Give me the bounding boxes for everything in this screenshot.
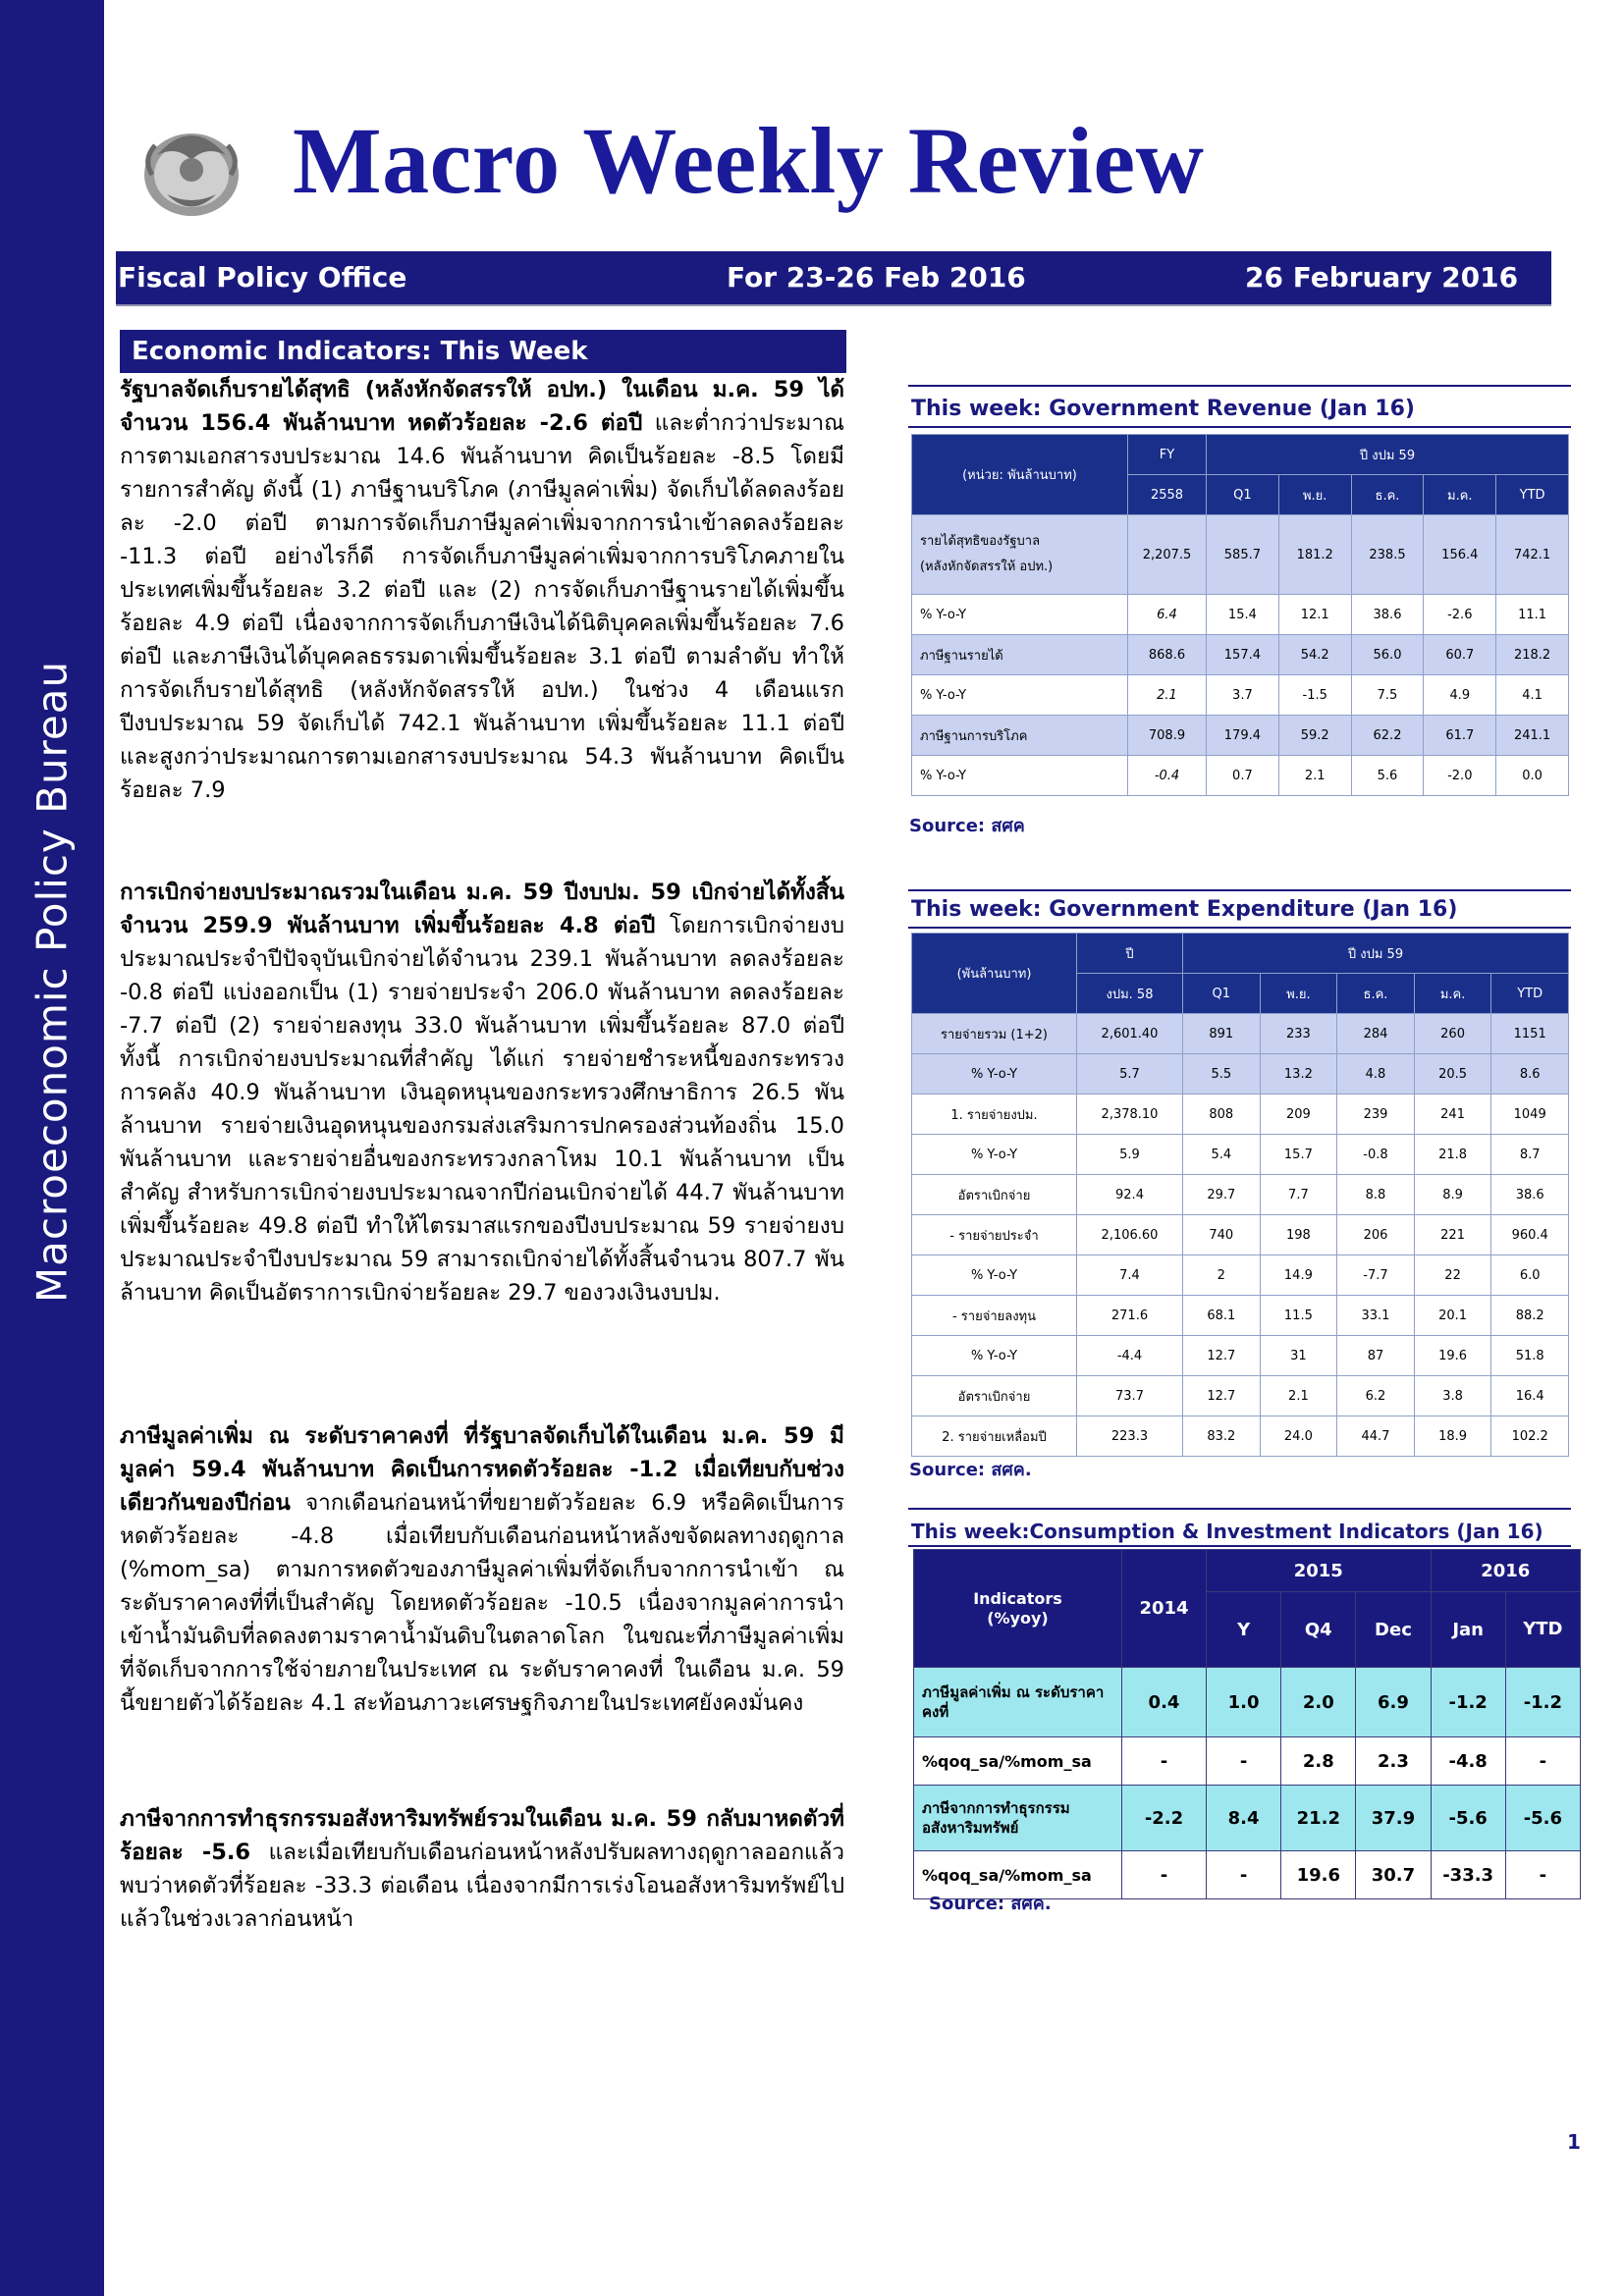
table-cell: 11.1	[1496, 595, 1569, 635]
table-cell: 33.1	[1337, 1296, 1415, 1336]
table-cell: 51.8	[1491, 1336, 1569, 1376]
row-label: - รายจ่ายลงทุน	[912, 1296, 1077, 1336]
report-date: 26 February 2016	[1245, 261, 1519, 294]
table-row	[912, 1376, 1569, 1416]
table-row	[914, 1786, 1581, 1851]
paragraph-body: จากเดือนก่อนหน้าที่ขยายตัวร้อยละ 6.9 หรือคิดเป็นการหดตัวร้อยละ -4.8 เมื่อเทียบกับเดือนก่อนหน้าหลังขจัดผลทางฤดูกาล (%mom_sa) ตามการหดตัวของภาษีมูลค่าเพิ่มที่จัดเก็บจากการนำเข้า ณ ระดับราคาคงที่ที่เป็นสำคัญ โดยหดตัวร้อยละ -10.5 เนื่องจากมูลค่าการนำเข้าน้ำมันดิบที่ลดลงตามราคาน้ำมันดิบในตลาดโลก ในขณะที่ภาษีมูลค่าเพิ่มที่จัดเก็บจากการใช้จ่ายภายในประเทศ ณ ระดับราคาคงที่ ในเดือน ม.ค. 59 นี้ขยายตัวได้ร้อยละ 4.1 สะท้อนภาวะเศรษฐกิจภายในประเทศยังคงมั่นคง	[120, 1490, 844, 1716]
column-header: Jan	[1431, 1592, 1505, 1668]
table-cell: 2,207.5	[1128, 515, 1207, 595]
column-header: ธ.ค.	[1337, 974, 1415, 1014]
row-label: % Y-o-Y	[912, 1054, 1077, 1095]
table-row	[912, 1014, 1569, 1054]
table-cell: 1049	[1491, 1095, 1569, 1135]
expenditure-source: Source: สศค.	[909, 1460, 1032, 1480]
table-cell: 31	[1260, 1336, 1337, 1376]
table-row	[914, 1737, 1581, 1786]
table-cell: 0.7	[1207, 756, 1279, 796]
indicators-label: Indicators	[973, 1588, 1062, 1608]
table-cell: 260	[1414, 1014, 1491, 1054]
table-cell: 1.0	[1207, 1668, 1281, 1737]
divider	[908, 889, 1571, 891]
table-cell: 740	[1183, 1215, 1261, 1255]
divider	[908, 927, 1571, 929]
row-label: - รายจ่ายประจำ	[912, 1215, 1077, 1255]
table-cell: 21.8	[1414, 1135, 1491, 1175]
table-cell: 61.7	[1424, 716, 1496, 756]
row-label: % Y-o-Y	[912, 756, 1128, 796]
table-cell: 5.9	[1077, 1135, 1183, 1175]
table-cell: 238.5	[1351, 515, 1424, 595]
column-header: YTD	[1496, 475, 1569, 515]
article-paragraph-2	[120, 876, 844, 1309]
table-cell: 2	[1183, 1255, 1261, 1296]
table-row	[912, 675, 1569, 716]
table-row	[912, 1296, 1569, 1336]
sidebar-bureau-name: Macroeconomic Policy Bureau	[27, 660, 77, 1304]
year-2014: 2014	[1122, 1550, 1207, 1668]
table-cell: 4.9	[1424, 675, 1496, 716]
table-cell: 15.7	[1260, 1135, 1337, 1175]
row-label: 2. รายจ่ายเหลื่อมปี	[912, 1416, 1077, 1457]
row-label: ภาษีฐานรายได้	[912, 635, 1128, 675]
table-cell: 198	[1260, 1215, 1337, 1255]
column-header: Q4	[1281, 1592, 1356, 1668]
table-cell: 14.9	[1260, 1255, 1337, 1296]
revenue-table	[911, 434, 1569, 796]
table-cell: 218.2	[1496, 635, 1569, 675]
table-cell: 8.8	[1337, 1175, 1415, 1215]
page-title: Macro Weekly Review	[293, 108, 1205, 213]
row-label: รายได้สุทธิของรัฐบาล	[920, 534, 1041, 549]
table-cell: 233	[1260, 1014, 1337, 1054]
table-row	[912, 1095, 1569, 1135]
section-title: Economic Indicators: This Week	[120, 330, 846, 373]
table-cell: -5.6	[1431, 1786, 1505, 1851]
group-label: ปี งปม 59	[1183, 934, 1569, 974]
table-cell: 3.8	[1414, 1376, 1491, 1416]
paragraph-body: และเมื่อเทียบกับเดือนก่อนหน้าหลังปรับผลทางฤดูกาลออกแล้ว พบว่าหดตัวที่ร้อยละ -33.3 ต่อเดือน เนื่องจากมีการเร่งโอนอสังหาริมทรัพย์ไปแล้วในช่วงเวลาก่อนหน้า	[120, 1840, 844, 1932]
table-cell: 20.5	[1414, 1054, 1491, 1095]
table-cell: 284	[1337, 1014, 1415, 1054]
table-cell: 156.4	[1424, 515, 1496, 595]
table-cell: -	[1207, 1851, 1281, 1899]
column-header: ม.ค.	[1414, 974, 1491, 1014]
column-header: YTD	[1491, 974, 1569, 1014]
ministry-emblem-icon	[137, 116, 245, 224]
year-label: ปี	[1077, 934, 1183, 974]
table-cell: 20.1	[1414, 1296, 1491, 1336]
table-cell: 22	[1414, 1255, 1491, 1296]
table-cell: -2.2	[1122, 1786, 1207, 1851]
table-row	[912, 1255, 1569, 1296]
sidebar	[0, 0, 104, 2296]
column-header: YTD	[1505, 1592, 1580, 1668]
table-row	[912, 595, 1569, 635]
table-cell: 1151	[1491, 1014, 1569, 1054]
table-cell: 38.6	[1351, 595, 1424, 635]
row-label: ภาษีมูลค่าเพิ่ม ณ ระดับราคาคงที่	[914, 1668, 1122, 1737]
year-2015: 2015	[1207, 1550, 1432, 1592]
table-cell: 2.0	[1281, 1668, 1356, 1737]
table-cell: 2.3	[1356, 1737, 1431, 1786]
table-cell: 2.1	[1260, 1376, 1337, 1416]
table-row	[912, 756, 1569, 796]
unit-label: (หน่วย: พันล้านบาท)	[912, 435, 1128, 515]
paragraph-lead: ภาษีจากการทำธุรกรรมอสังหาริมทรัพย์รวมในเดือน ม.ค. 59 กลับมาหดตัวที่ร้อยละ -5.6	[120, 1806, 844, 1865]
table-cell: -	[1122, 1737, 1207, 1786]
table-cell: 87	[1337, 1336, 1415, 1376]
table-cell: 868.6	[1128, 635, 1207, 675]
table-cell: 2.8	[1281, 1737, 1356, 1786]
paragraph-lead: ภาษีมูลค่าเพิ่ม ณ ระดับราคาคงที่ ที่รัฐบาลจัดเก็บได้ในเดือน ม.ค. 59 มีมูลค่า 59.4 พันล้านบาท คิดเป็นการหดตัวร้อยละ -1.2 เมื่อเทียบกับช่วงเดียวกันของปีก่อน	[120, 1423, 844, 1516]
divider	[908, 1545, 1571, 1547]
table-cell: -2.0	[1424, 756, 1496, 796]
table-cell: 585.7	[1207, 515, 1279, 595]
table-cell: -	[1505, 1737, 1580, 1786]
group-label: ปี งปม 59	[1207, 435, 1569, 475]
paragraph-body: โดยการเบิกจ่ายงบประมาณประจำปีปัจจุบันเบิกจ่ายได้จำนวน 239.1 พันล้านบาท ลดลงร้อยละ -0.8 ต่อปี แบ่งออกเป็น (1) รายจ่ายประจำ 206.0 พันล้านบาท ลดลงร้อยละ -7.7 ต่อปี (2) รายจ่ายลงทุน 33.0 พันล้านบาท เพิ่มขึ้นร้อยละ 87.0 ต่อปี ทั้งนี้ การเบิกจ่ายงบประมาณที่สำคัญ ได้แก่ รายจ่ายชำระหนี้ของกระทรวงการคลัง 40.9 พันล้านบาท เงินอุดหนุนของกระทรวงศึกษาธิการ 26.5 พันล้านบาท รายจ่ายเงินอุดหนุนของกรมส่งเสริมการปกครองส่วนท้องถิ่น 15.0 พันล้านบาท และรายจ่ายอื่นของกระทรวงกลาโหม 10.1 พันล้านบาท เป็นสำคัญ สำหรับการเบิกจ่ายงบประมาณจากปีก่อนเบิกจ่ายได้ 44.7 พันล้านบาท เพิ่มขึ้นร้อยละ 49.8 ต่อปี ทำให้ไตรมาสแรกของปีงบประมาณ 59 รายจ่ายงบประมาณประจำปีงบประมาณ 59 สามารถเบิกจ่ายได้ทั้งสิ้นจำนวน 807.7 พันล้านบาท คิดเป็นอัตราการเบิกจ่ายร้อยละ 29.7 ของวงเงินงบปม.	[120, 913, 844, 1306]
table-cell: 221	[1414, 1215, 1491, 1255]
table-cell: -	[1207, 1737, 1281, 1786]
table-cell: 16.4	[1491, 1376, 1569, 1416]
table-cell: 5.6	[1351, 756, 1424, 796]
table-cell: 11.5	[1260, 1296, 1337, 1336]
row-label: %qoq_sa/%mom_sa	[914, 1737, 1122, 1786]
divider	[908, 385, 1571, 387]
consumption-table	[913, 1549, 1581, 1899]
column-header: พ.ย.	[1278, 475, 1351, 515]
table-cell: 0.0	[1496, 756, 1569, 796]
table-cell: 7.5	[1351, 675, 1424, 716]
table-cell: 68.1	[1183, 1296, 1261, 1336]
table-cell: 6.2	[1337, 1376, 1415, 1416]
table-cell: 6.9	[1356, 1668, 1431, 1737]
table-cell: 8.4	[1207, 1786, 1281, 1851]
table-cell: 3.7	[1207, 675, 1279, 716]
table-cell: 12.7	[1183, 1376, 1261, 1416]
table-cell: 241.1	[1496, 716, 1569, 756]
table-cell: 4.1	[1496, 675, 1569, 716]
report-period: For 23-26 Feb 2016	[727, 261, 1026, 294]
table-cell: 19.6	[1414, 1336, 1491, 1376]
header-bar	[116, 251, 1551, 304]
divider	[908, 1508, 1571, 1510]
column-header: Q1	[1183, 974, 1261, 1014]
table-cell: 19.6	[1281, 1851, 1356, 1899]
revenue-source: Source: สศค	[909, 816, 1025, 836]
table-row	[912, 1336, 1569, 1376]
table-cell: -4.8	[1431, 1737, 1505, 1786]
table-cell: 8.9	[1414, 1175, 1491, 1215]
column-header: Dec	[1356, 1592, 1431, 1668]
expenditure-table	[911, 933, 1569, 1457]
table-cell: 6.0	[1491, 1255, 1569, 1296]
table-row	[912, 1416, 1569, 1457]
table-cell: -	[1505, 1851, 1580, 1899]
table-cell: -5.6	[1505, 1786, 1580, 1851]
row-label: อัตราเบิกจ่าย	[912, 1175, 1077, 1215]
row-label: % Y-o-Y	[912, 1255, 1077, 1296]
table-cell: 56.0	[1351, 635, 1424, 675]
page-number: 1	[1567, 2130, 1581, 2154]
row-label: อัตราเบิกจ่าย	[912, 1376, 1077, 1416]
table-row	[914, 1668, 1581, 1737]
table-cell: -0.8	[1337, 1135, 1415, 1175]
table-row	[912, 1135, 1569, 1175]
table-cell: 241	[1414, 1095, 1491, 1135]
table-cell: 2,106.60	[1077, 1215, 1183, 1255]
table-cell: 206	[1337, 1215, 1415, 1255]
fy-label: FY	[1128, 435, 1207, 475]
table-cell: 960.4	[1491, 1215, 1569, 1255]
table-cell: 92.4	[1077, 1175, 1183, 1215]
column-header: Q1	[1207, 475, 1279, 515]
table-cell: 44.7	[1337, 1416, 1415, 1457]
table-cell: 59.2	[1278, 716, 1351, 756]
consumption-table-title: This week:Consumption & Investment Indicators (Jan 16)	[911, 1520, 1543, 1543]
consumption-source: Source: สศค.	[929, 1894, 1052, 1914]
table-row	[912, 1175, 1569, 1215]
table-cell: 5.7	[1077, 1054, 1183, 1095]
row-label: ภาษีจากการทำธุรกรรมอสังหาริมทรัพย์	[914, 1786, 1122, 1851]
table-cell: 30.7	[1356, 1851, 1431, 1899]
year-sub: งปม. 58	[1077, 974, 1183, 1014]
revenue-table-title: This week: Government Revenue (Jan 16)	[911, 397, 1415, 421]
row-label-sub: (หลังหักจัดสรรให้ อปท.)	[920, 560, 1054, 574]
table-row	[912, 716, 1569, 756]
table-cell: 209	[1260, 1095, 1337, 1135]
fy-year: 2558	[1128, 475, 1207, 515]
row-label: %qoq_sa/%mom_sa	[914, 1851, 1122, 1899]
table-cell: 271.6	[1077, 1296, 1183, 1336]
table-cell: 2.1	[1128, 675, 1207, 716]
table-cell: 29.7	[1183, 1175, 1261, 1215]
row-label: % Y-o-Y	[912, 675, 1128, 716]
table-cell: 2.1	[1278, 756, 1351, 796]
table-cell: 708.9	[1128, 716, 1207, 756]
table-row	[912, 1054, 1569, 1095]
table-cell: 18.9	[1414, 1416, 1491, 1457]
table-cell: 83.2	[1183, 1416, 1261, 1457]
table-cell: 88.2	[1491, 1296, 1569, 1336]
indicators-sub: (%yoy)	[987, 1608, 1049, 1628]
article-paragraph-3	[120, 1419, 844, 1720]
table-cell: 62.2	[1351, 716, 1424, 756]
table-cell: -1.2	[1431, 1668, 1505, 1737]
row-label: 1. รายจ่ายงปม.	[912, 1095, 1077, 1135]
table-cell: 179.4	[1207, 716, 1279, 756]
unit-label: (พันล้านบาท)	[912, 934, 1077, 1014]
row-label: % Y-o-Y	[912, 595, 1128, 635]
table-cell: 24.0	[1260, 1416, 1337, 1457]
table-cell: -4.4	[1077, 1336, 1183, 1376]
article-paragraph-1	[120, 373, 844, 807]
table-cell: -	[1122, 1851, 1207, 1899]
column-header: ธ.ค.	[1351, 475, 1424, 515]
table-cell: 7.4	[1077, 1255, 1183, 1296]
row-label: % Y-o-Y	[912, 1135, 1077, 1175]
article-paragraph-4	[120, 1802, 844, 1936]
table-cell: -33.3	[1431, 1851, 1505, 1899]
row-label: ภาษีฐานการบริโภค	[912, 716, 1128, 756]
year-2016: 2016	[1431, 1550, 1580, 1592]
divider	[908, 426, 1571, 428]
table-row	[912, 515, 1569, 595]
office-name: Fiscal Policy Office	[118, 261, 407, 294]
table-cell: 6.4	[1128, 595, 1207, 635]
column-header: ม.ค.	[1424, 475, 1496, 515]
table-cell: 0.4	[1122, 1668, 1207, 1737]
table-cell: 73.7	[1077, 1376, 1183, 1416]
table-cell: 38.6	[1491, 1175, 1569, 1215]
table-cell: 4.8	[1337, 1054, 1415, 1095]
table-cell: 60.7	[1424, 635, 1496, 675]
row-label: รายจ่ายรวม (1+2)	[912, 1014, 1077, 1054]
table-cell: 7.7	[1260, 1175, 1337, 1215]
table-cell: 2,601.40	[1077, 1014, 1183, 1054]
paragraph-lead: รัฐบาลจัดเก็บรายได้สุทธิ (หลังหักจัดสรรให้ อปท.) ในเดือน ม.ค. 59 ได้จำนวน 156.4 พันล้านบาท หดตัวร้อยละ -2.6 ต่อปี	[120, 377, 844, 436]
expenditure-table-title: This week: Government Expenditure (Jan 16)	[911, 897, 1458, 922]
table-cell: -1.2	[1505, 1668, 1580, 1737]
table-cell: -1.5	[1278, 675, 1351, 716]
table-cell: -2.6	[1424, 595, 1496, 635]
table-cell: 5.4	[1183, 1135, 1261, 1175]
table-cell: 12.1	[1278, 595, 1351, 635]
table-cell: 13.2	[1260, 1054, 1337, 1095]
table-cell: 37.9	[1356, 1786, 1431, 1851]
row-label: % Y-o-Y	[912, 1336, 1077, 1376]
table-cell: 12.7	[1183, 1336, 1261, 1376]
column-header: พ.ย.	[1260, 974, 1337, 1014]
table-cell: 742.1	[1496, 515, 1569, 595]
table-cell: 157.4	[1207, 635, 1279, 675]
table-cell: 15.4	[1207, 595, 1279, 635]
table-cell: 181.2	[1278, 515, 1351, 595]
table-cell: 102.2	[1491, 1416, 1569, 1457]
column-header: Y	[1207, 1592, 1281, 1668]
table-cell: 223.3	[1077, 1416, 1183, 1457]
table-cell: 8.7	[1491, 1135, 1569, 1175]
table-cell: 2,378.10	[1077, 1095, 1183, 1135]
table-cell: 808	[1183, 1095, 1261, 1135]
table-row	[912, 635, 1569, 675]
paragraph-body: และต่ำกว่าประมาณการตามเอกสารงบประมาณ 14.6 พันล้านบาท คิดเป็นร้อยละ -8.5 โดยมีรายการสำคัญ ดังนี้ (1) ภาษีฐานบริโภค (ภาษีมูลค่าเพิ่ม) จัดเก็บได้ลดลงร้อยละ -2.0 ต่อปี ตามการจัดเก็บภาษีมูลค่าเพิ่มจากการนำเข้าลดลงร้อยละ -11.3 ต่อปี อย่างไรก็ดี การจัดเก็บภาษีมูลค่าเพิ่มจากการบริโภคภายในประเทศเพิ่มขึ้นร้อยละ 3.2 ต่อปี และ (2) การจัดเก็บภาษีฐานรายได้เพิ่มขึ้นร้อยละ 4.9 ต่อปี เนื่องจากการจัดเก็บภาษีเงินได้นิติบุคคลเพิ่มขึ้นร้อยละ 7.6 ต่อปี และภาษีเงินได้บุคคลธรรมดาเพิ่มขึ้นร้อยละ 3.1 ต่อปี ตามลำดับ ทำให้การจัดเก็บรายได้สุทธิ (หลังหักจัดสรรให้ อปท.) ในช่วง 4 เดือนแรกปีงบประมาณ 59 จัดเก็บได้ 742.1 พันล้านบาท เพิ่มขึ้นร้อยละ 11.1 ต่อปี และสูงกว่าประมาณการตามเอกสารงบประมาณ 54.3 พันล้านบาท คิดเป็นร้อยละ 7.9	[120, 410, 844, 803]
table-cell: 54.2	[1278, 635, 1351, 675]
table-cell: 891	[1183, 1014, 1261, 1054]
table-cell: 239	[1337, 1095, 1415, 1135]
paragraph-lead: การเบิกจ่ายงบประมาณรวมในเดือน ม.ค. 59 ปีงบปม. 59 เบิกจ่ายได้ทั้งสิ้นจำนวน 259.9 พันล้านบาท เพิ่มขึ้นร้อยละ 4.8 ต่อปี	[120, 880, 844, 938]
table-cell: 21.2	[1281, 1786, 1356, 1851]
table-cell: -7.7	[1337, 1255, 1415, 1296]
table-row	[912, 1215, 1569, 1255]
table-cell: -0.4	[1128, 756, 1207, 796]
table-cell: 8.6	[1491, 1054, 1569, 1095]
table-cell: 5.5	[1183, 1054, 1261, 1095]
